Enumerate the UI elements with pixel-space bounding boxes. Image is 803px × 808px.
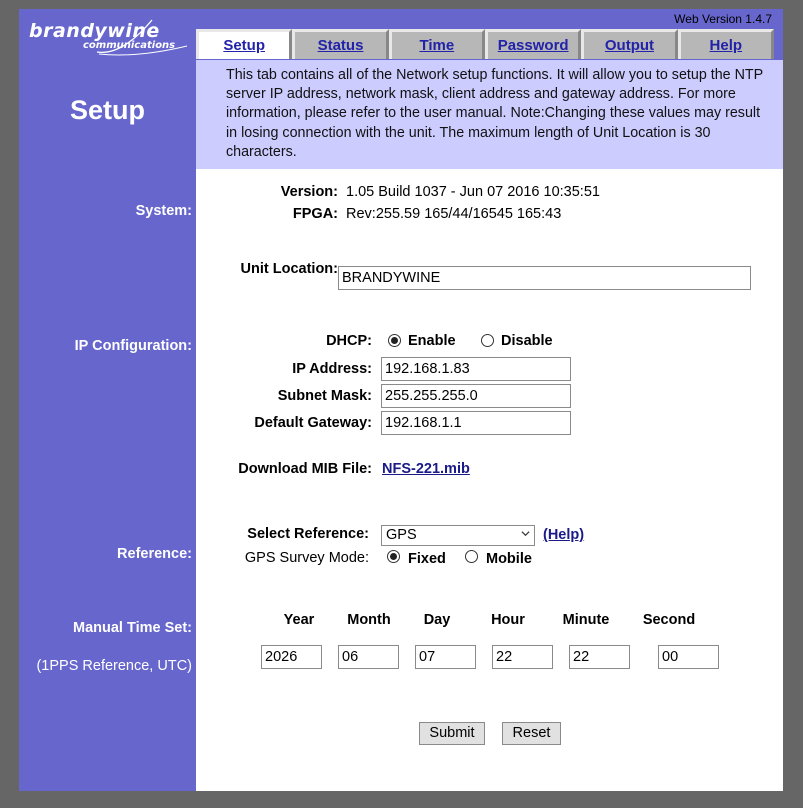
ip-address-label: IP Address: — [292, 361, 372, 377]
select-reference-label: Select Reference: — [247, 526, 369, 542]
version-value: 1.05 Build 1037 - Jun 07 2016 10:35:51 — [346, 184, 600, 200]
section-label-reference: Reference: — [117, 546, 192, 562]
mib-label: Download MIB File: — [238, 461, 372, 477]
survey-mobile-radio[interactable] — [465, 550, 478, 563]
tab-time[interactable]: Time — [389, 29, 485, 59]
mib-download-link[interactable]: NFS-221.mib — [382, 461, 470, 477]
day-input[interactable] — [415, 645, 476, 669]
tab-output[interactable]: Output — [581, 29, 677, 59]
tab-setup[interactable]: Setup — [196, 29, 292, 59]
default-gateway-input[interactable] — [381, 411, 571, 435]
dhcp-label: DHCP: — [326, 333, 372, 349]
section-label-system: System: — [135, 203, 192, 219]
month-input[interactable] — [338, 645, 399, 669]
col-header-minute: Minute — [562, 612, 610, 628]
year-input[interactable] — [261, 645, 322, 669]
reset-button[interactable]: Reset — [502, 722, 561, 745]
section-label-ip-configuration: IP Configuration: — [74, 338, 192, 354]
fpga-value: Rev:255.59 165/44/16545 165:43 — [346, 206, 562, 222]
default-gateway-label: Default Gateway: — [254, 415, 372, 431]
col-header-day: Day — [423, 612, 451, 628]
tab-bar — [196, 29, 783, 59]
logo-text: brandywine — [29, 20, 160, 42]
fpga-label: FPGA: — [292, 206, 338, 222]
tab-status[interactable]: Status — [292, 29, 388, 59]
unit-location-input[interactable] — [338, 266, 751, 290]
version-label: Version: — [280, 184, 338, 200]
survey-fixed-radio[interactable] — [387, 550, 400, 563]
page-title: Setup — [69, 95, 145, 125]
dhcp-disable-radio[interactable] — [481, 334, 494, 347]
dhcp-disable-label: Disable — [501, 333, 553, 349]
ip-address-input[interactable] — [381, 357, 571, 381]
reference-select[interactable] — [381, 525, 535, 546]
reference-selected-value: GPS — [386, 527, 417, 543]
reference-help-link[interactable]: (Help) — [543, 527, 585, 543]
unit-location-label: Unit Location: — [240, 261, 338, 277]
submit-button[interactable]: Submit — [419, 722, 485, 745]
survey-mobile-label: Mobile — [486, 551, 532, 567]
minute-input[interactable] — [569, 645, 630, 669]
dhcp-enable-radio[interactable] — [388, 334, 401, 347]
subnet-mask-input[interactable] — [381, 384, 571, 408]
section-note-utc: (1PPS Reference, UTC) — [36, 658, 192, 674]
brandywine-logo — [27, 16, 195, 60]
page-description: This tab contains all of the Network setup functions. It will allow you to setup the NTP server IP address, network mask, client address and gateway address. For more information, please refer to the user manual. Note:Changing these values may result in losing connection with the unit. The maximum length of Unit Location is 30 characters. — [226, 67, 763, 160]
web-version: Web Version 1.4.7 — [674, 12, 772, 26]
col-header-second: Second — [642, 612, 696, 628]
survey-fixed-label: Fixed — [408, 551, 446, 567]
col-header-hour: Hour — [491, 612, 525, 628]
subnet-mask-label: Subnet Mask: — [277, 388, 372, 404]
tab-help[interactable]: Help — [678, 29, 774, 59]
logo-subtext: communications — [83, 40, 176, 51]
hour-input[interactable] — [492, 645, 553, 669]
second-input[interactable] — [658, 645, 719, 669]
section-label-manual-time-set: Manual Time Set: — [73, 620, 192, 636]
dhcp-enable-label: Enable — [408, 333, 456, 349]
chevron-down-icon — [521, 529, 530, 538]
col-header-month: Month — [347, 612, 391, 628]
gps-survey-label: GPS Survey Mode: — [244, 550, 369, 566]
tab-password[interactable]: Password — [485, 29, 581, 59]
col-header-year: Year — [283, 612, 315, 628]
